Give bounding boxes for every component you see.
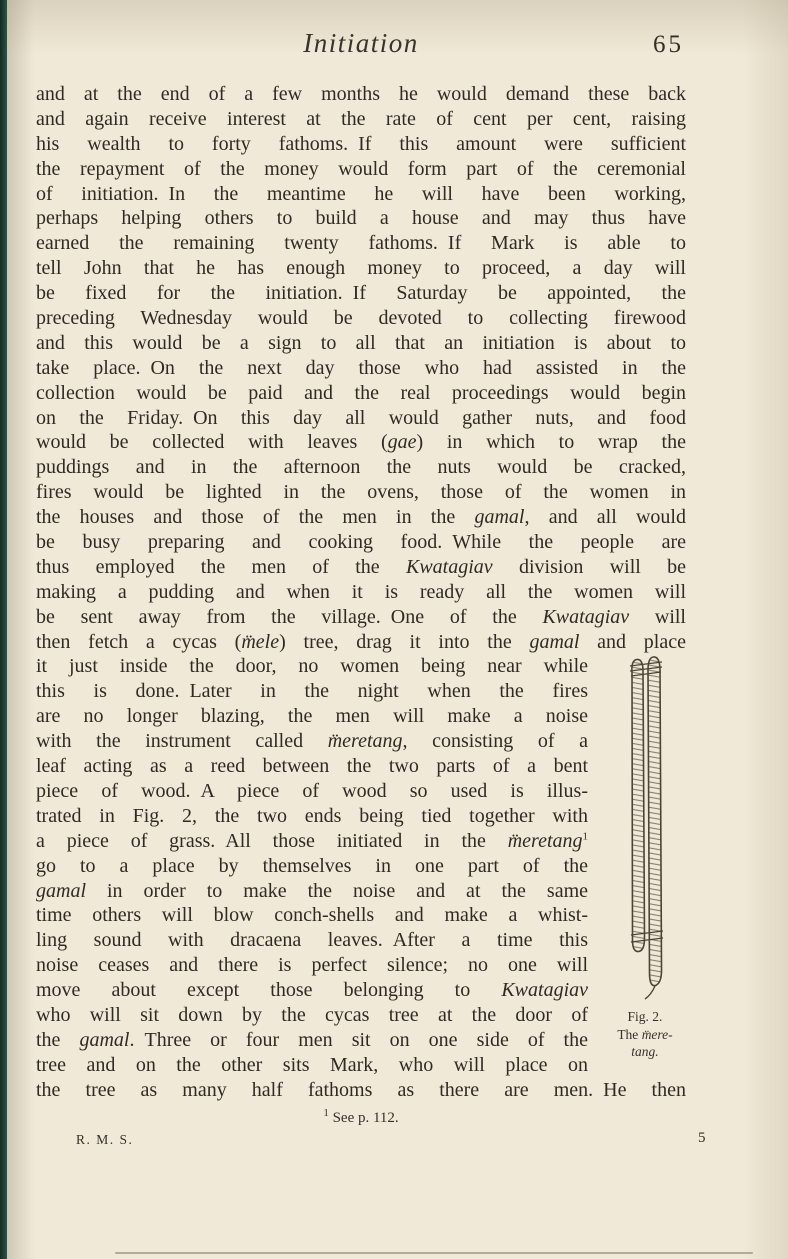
text-line: preceding Wednesday would be devoted to collecting firewood xyxy=(36,307,686,330)
text-line: and at the end of a few months he would demand these back xyxy=(36,83,686,105)
text-line: his wealth to forty fathoms. If this amount were sufficient xyxy=(36,132,686,155)
text-line: ling sound with dracaena leaves. After a time this xyxy=(36,929,588,952)
text-line: perhaps helping others to build a house and may thus have xyxy=(36,207,686,230)
text-line: fires would be lighted in the ovens, those of the women in xyxy=(36,481,686,504)
footnote: $^1$ See p. 112. xyxy=(323,1107,399,1126)
text-line: and again receive interest at the rate of cent per cent, raising xyxy=(36,107,686,130)
scan-bottom-edge xyxy=(115,1252,753,1254)
text-line: move about except those belonging to Kwatagiav xyxy=(36,979,588,1002)
text-line: time others will blow conch-shells and make a whist- xyxy=(36,904,588,927)
text-line: be sent away from the village. One of the Kwatagiav will xyxy=(36,605,686,628)
text-line: the tree as many half fathoms as there are men. He then xyxy=(36,1078,686,1101)
text-line: noise ceases and there is perfect silence; no one will xyxy=(36,954,588,977)
meretang-figure xyxy=(606,652,684,1061)
text-line: the houses and those of the men in the gamal, and all would xyxy=(36,506,686,529)
text-line: and this would be a sign to all that an initiation is about to xyxy=(36,331,686,354)
figure-caption xyxy=(606,1008,684,1061)
text-line: making a pudding and when it is ready all the women will xyxy=(36,580,686,603)
printers-signature: R. M. S. xyxy=(76,1132,134,1147)
text-line: tree and on the other sits Mark, who will place on xyxy=(36,1053,588,1076)
text-line: then fetch a cycas (m̈ele) tree, drag it into the gamal and place xyxy=(36,630,686,653)
body-text xyxy=(36,82,686,1103)
text-line: trated in Fig. 2, the two ends being tied together with xyxy=(36,804,588,827)
text-line: would be collected with leaves (gae) in which to wrap the xyxy=(36,431,686,454)
text-line: thus employed the men of the Kwatagiav division will be xyxy=(36,555,687,578)
figure-caption-line: The m̈ere- xyxy=(617,1026,673,1042)
text-line: be busy preparing and cooking food. While the people are xyxy=(36,531,686,554)
text-line: gamal in order to make the noise and at the same xyxy=(36,879,588,902)
text-line: are no longer blazing, the men will make a noise xyxy=(36,705,588,728)
text-line: puddings and in the afternoon the nuts would be cracked, xyxy=(36,456,686,479)
text-line: take place. On the next day those who had assisted in the xyxy=(36,356,686,379)
page-number: 65 xyxy=(653,31,684,58)
text-line: go to a place by themselves in one part of the xyxy=(36,854,588,877)
meretang-figure-drawing xyxy=(618,652,672,1004)
text-line: who will sit down by the cycas tree at the door of xyxy=(36,1003,588,1026)
text-line: the gamal. Three or four men sit on one side of the xyxy=(36,1028,588,1051)
figure-caption-line: tang. xyxy=(631,1044,659,1059)
text-line: it just inside the door, no women being near while xyxy=(36,655,588,678)
text-line: leaf acting as a reed between the two parts of a bent xyxy=(36,755,588,778)
signature-number: 5 xyxy=(698,1130,706,1146)
text-line: piece of wood. A piece of wood so used is illus- xyxy=(36,779,588,802)
figure-caption-line: Fig. 2. xyxy=(627,1009,663,1024)
text-line: the repayment of the money would form part of the ceremonial xyxy=(36,157,686,180)
text-line: collection would be paid and the real proceedings would begin xyxy=(36,381,686,404)
text-line: a piece of grass. All those initiated in the m̈eretang$^1$ xyxy=(36,829,588,852)
text-line: on the Friday. On this day all would gather nuts, and food xyxy=(36,406,686,429)
running-head-title: Initiation xyxy=(303,28,419,58)
text-line: of initiation. In the meantime he will have been working, xyxy=(36,182,686,205)
text-line: earned the remaining twenty fathoms. If Mark is able to xyxy=(36,232,686,255)
text-line: be fixed for the initiation. If Saturday be appointed, the xyxy=(36,282,686,305)
text-line: this is done. Later in the night when the fires xyxy=(36,680,588,703)
text-line: tell John that he has enough money to proceed, a day will xyxy=(36,257,686,280)
text-line: with the instrument called m̈eretang, consisting of a xyxy=(36,730,588,753)
book-spine-edge xyxy=(0,0,7,1259)
